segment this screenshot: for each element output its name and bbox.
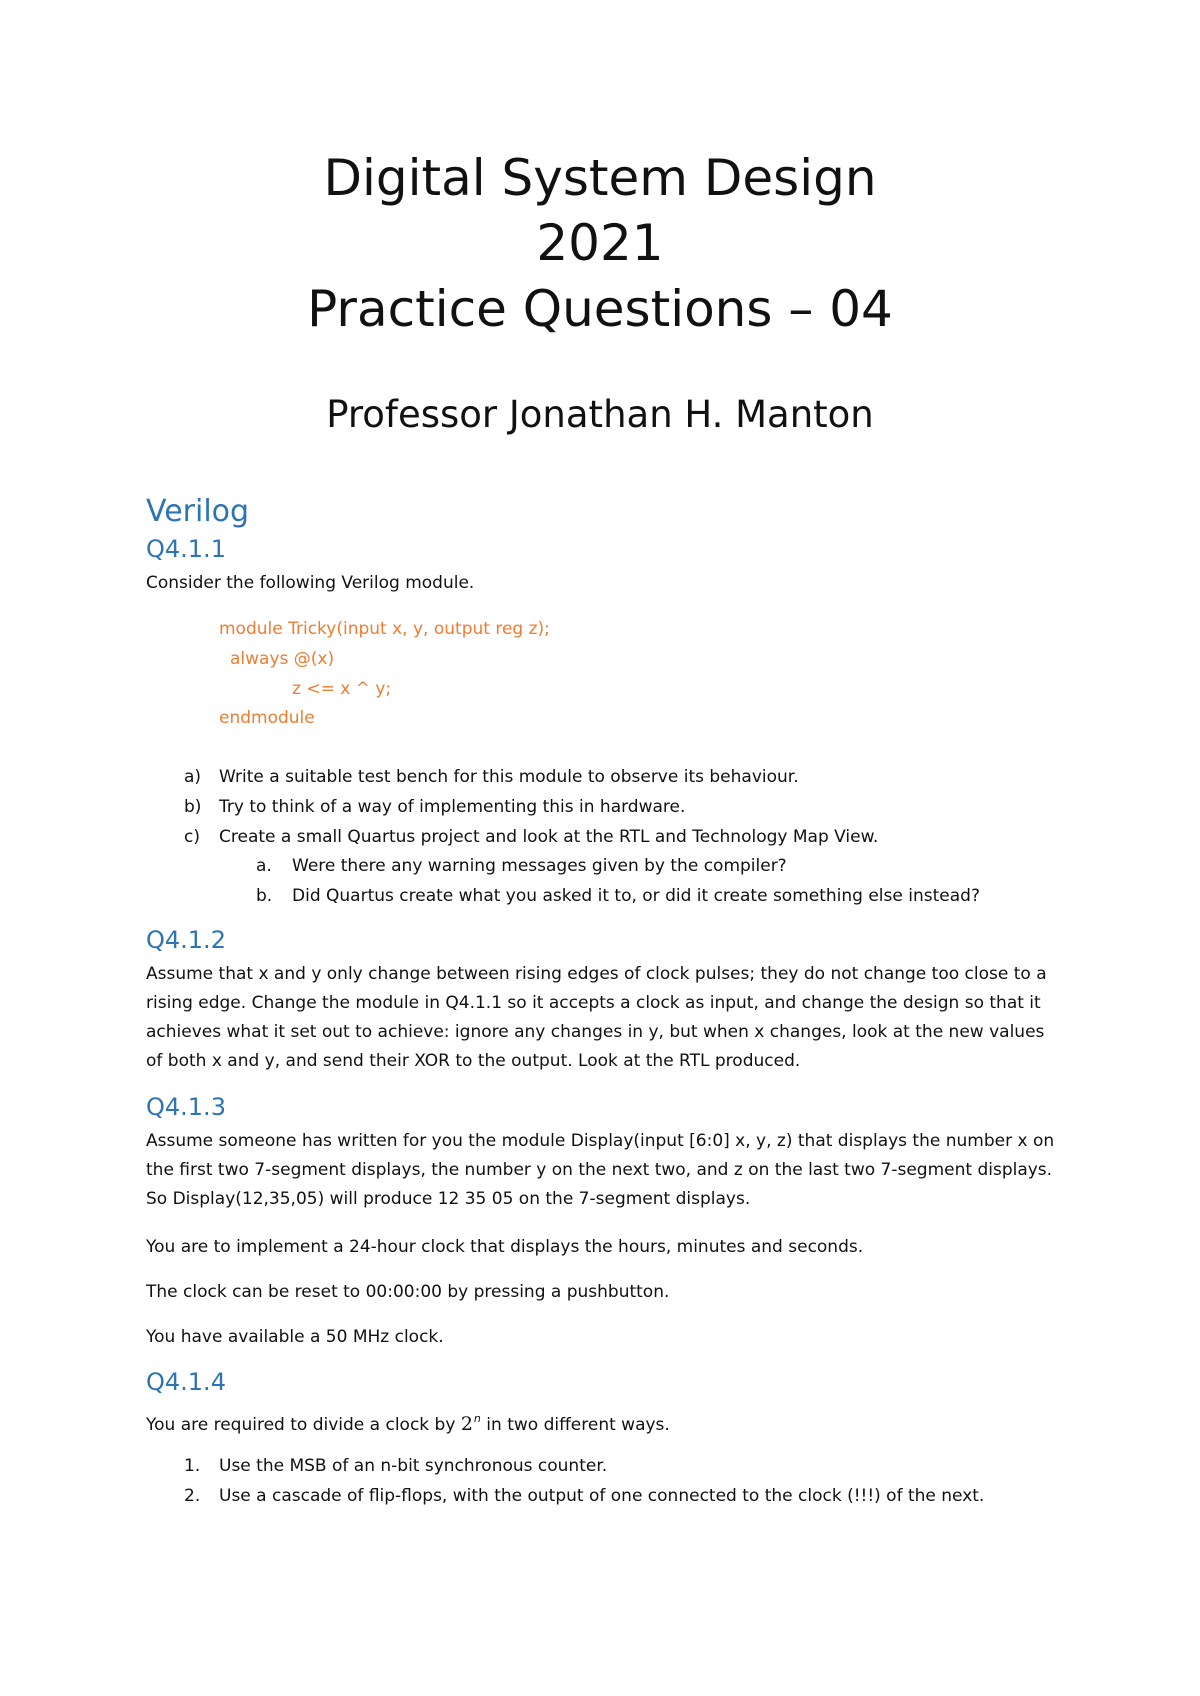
document-author: Professor Jonathan H. Manton [326, 393, 874, 436]
question-heading-q4-1-3: Q4.1.3 [146, 1093, 226, 1121]
code-line-2: always @(x) [230, 649, 335, 669]
sublist-item-b-marker: b. [256, 886, 273, 906]
question-heading-q4-1-1: Q4.1.1 [146, 535, 226, 563]
q4-1-3-paragraph-2: You are to implement a 24-hour clock that displays the hours, minutes and seconds. [146, 1237, 864, 1257]
q4-1-4-intro [146, 1405, 670, 1439]
list-item-c-text: Create a small Quartus project and look at the RTL and Technology Map View. [219, 827, 879, 847]
sublist-item-a-marker: a. [256, 856, 272, 876]
math-exponent: n [473, 1412, 481, 1425]
list-item-a-text: Write a suitable test bench for this module to observe its behaviour. [219, 767, 799, 787]
sublist-item-b-text: Did Quartus create what you asked it to, or did it create something else instead? [292, 886, 980, 906]
document-title-line-2: 2021 [536, 214, 664, 272]
q4-1-3-paragraph-4: You have available a 50 MHz clock. [146, 1327, 444, 1347]
sublist-item-a-text: Were there any warning messages given by the compiler? [292, 856, 787, 876]
code-line-3: z <= x ^ y; [292, 679, 392, 699]
numbered-item-2-text: Use a cascade of flip-flops, with the output of one connected to the clock (!!!) of the next. [219, 1486, 985, 1506]
q4-1-2-paragraph: Assume that x and y only change between rising edges of clock pulses; they do not change too close to a rising edge. Change the module in Q4.1.1 so it accepts a clock as input, and change the design so that it achieves what it set out to achieve: ignore any changes in y, but when x changes, look at the new values of both x and y, and send their XOR to the output. Look at the RTL produced. [146, 964, 1047, 1071]
code-line-4: endmodule [219, 708, 315, 728]
q4-1-4-intro-after: in two different ways. [480, 1415, 670, 1435]
document-title-line-1: Digital System Design [323, 149, 877, 207]
list-item-c-marker: c) [184, 827, 200, 847]
document-title-line-3: Practice Questions – 04 [307, 280, 893, 338]
numbered-item-1-text: Use the MSB of an n-bit synchronous counter. [219, 1456, 608, 1476]
list-item-b-marker: b) [184, 797, 202, 817]
code-line-1: module Tricky(input x, y, output reg z); [219, 619, 550, 639]
q4-1-3-paragraph-3: The clock can be reset to 00:00:00 by pressing a pushbutton. [146, 1282, 670, 1302]
numbered-item-1-marker: 1. [184, 1456, 201, 1476]
math-base: 2 [460, 1413, 473, 1435]
q4-1-3-paragraph: Assume someone has written for you the module Display(input [6:0] x, y, z) that displays the number x on the first two 7-segment displays, the number y on the next two, and z on the last two 7-segment displays. So Display(12,35,05) will produce 12 35 05 on the 7-segment displays. [146, 1131, 1055, 1209]
list-item-b-text: Try to think of a way of implementing this in hardware. [219, 797, 686, 817]
section-heading-verilog: Verilog [146, 494, 250, 529]
list-item-a-marker: a) [184, 767, 202, 787]
numbered-item-2-marker: 2. [184, 1486, 201, 1506]
q4-1-1-intro: Consider the following Verilog module. [146, 573, 475, 593]
q4-1-4-intro-before: You are required to divide a clock by [146, 1415, 461, 1435]
question-heading-q4-1-4: Q4.1.4 [146, 1368, 226, 1396]
question-heading-q4-1-2: Q4.1.2 [146, 926, 226, 954]
